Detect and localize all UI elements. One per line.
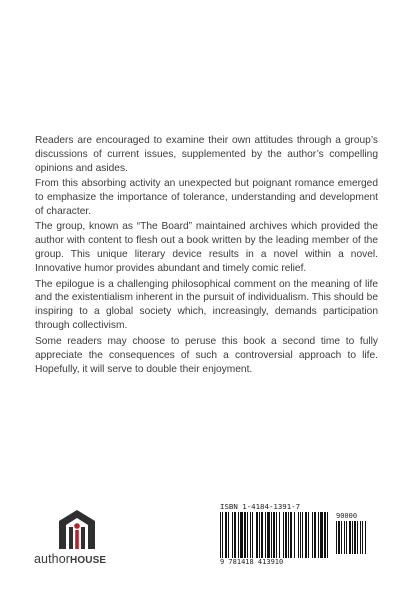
barcode-bar [357,521,358,554]
barcode-bar [256,512,258,558]
barcode-bar [225,512,227,558]
barcode-bar [302,512,303,558]
supplement-barcode-bars [336,521,367,554]
barcode-bar [349,521,351,554]
ean-number: 9 781418 413910 [220,558,284,566]
barcode-supplement-number: 90000 [336,512,358,520]
barcode-bar [305,512,307,558]
publisher-name-part1: author [34,552,71,566]
barcode-bar [288,512,289,558]
barcode-bar [352,521,353,554]
barcode-bar [261,512,263,558]
barcode-bar [324,512,326,558]
authorhouse-logo-icon [53,505,101,551]
blurb-paragraph-5: Some readers may choose to peruse this book a second time to fully appreciate the consequences of such a controversial approach to life. Hopefully, it will serve to double their enjoyment. [35,335,378,375]
isbn-barcode [220,502,368,564]
barcode-bar [336,521,337,554]
barcode-bar [265,512,266,558]
barcode-bar [341,521,342,554]
back-cover-blurb [35,134,378,378]
blurb-paragraph-1: Readers are encouraged to examine their own attitudes through a group’s discussions of current issues, supplemented by the author’s compelling opinions and asides. [35,135,378,174]
barcode-bar [362,521,363,554]
barcode-bar [279,512,280,558]
barcode-bar [300,512,301,558]
barcode-bar [247,512,248,558]
barcode-bar [222,512,223,558]
barcode-bar [252,512,253,558]
barcode-bar [344,521,345,554]
barcode-bar [228,512,229,558]
barcode-bar [267,512,270,558]
barcode-bar [338,521,340,554]
barcode-bar [318,512,319,558]
barcode-bar [308,512,309,558]
barcode-bar [273,512,275,558]
barcode-bar [354,521,356,554]
blurb-paragraph-4: The epilogue is a challenging philosophical comment on the meaning of life and the existentialism inherent in the pursuit of individualism. This should be inspiring to a global society which, increasingly, demands participation through collectivism. [35,278,378,332]
barcode-bar [244,512,246,558]
barcode-bar [365,521,366,554]
barcode-bar [234,512,236,558]
barcode-bar [250,512,251,558]
barcode-bar [238,512,239,558]
barcode-bar [312,512,313,558]
barcode-bar [220,512,221,558]
barcode-bar [298,512,299,558]
barcode-bar [290,512,292,558]
publisher-name-part2: HOUSE [70,555,107,566]
ean-barcode-bars [220,512,330,558]
publisher-name [34,552,128,566]
barcode-bar [294,512,295,558]
barcode-bar [314,512,316,558]
barcode-bar [320,512,323,558]
barcode-bar [360,521,361,554]
barcode-bar [285,512,287,558]
barcode-bar [259,512,260,558]
barcode-bar [276,512,277,558]
barcode-bar [283,512,284,558]
barcode-bar [240,512,243,558]
barcode-bar [346,521,347,554]
barcode-bar [327,512,328,558]
blurb-paragraph-3: The group, known as “The Board” maintained archives which provided the author with content to flesh out a book written by the leading member of the group. This unique literary device results in a novel within a novel. Innovative humor provides abundant and timely comic relief. [35,221,378,275]
barcode-bar [271,512,272,558]
isbn-label: ISBN 1-4184-1391-7 [220,502,301,511]
publisher-logo [28,505,128,567]
barcode-bar [232,512,233,558]
blurb-paragraph-2: From this absorbing activity an unexpected but poignant romance emerged to emphasize the importance of tolerance, understanding and development of character. [35,178,378,218]
